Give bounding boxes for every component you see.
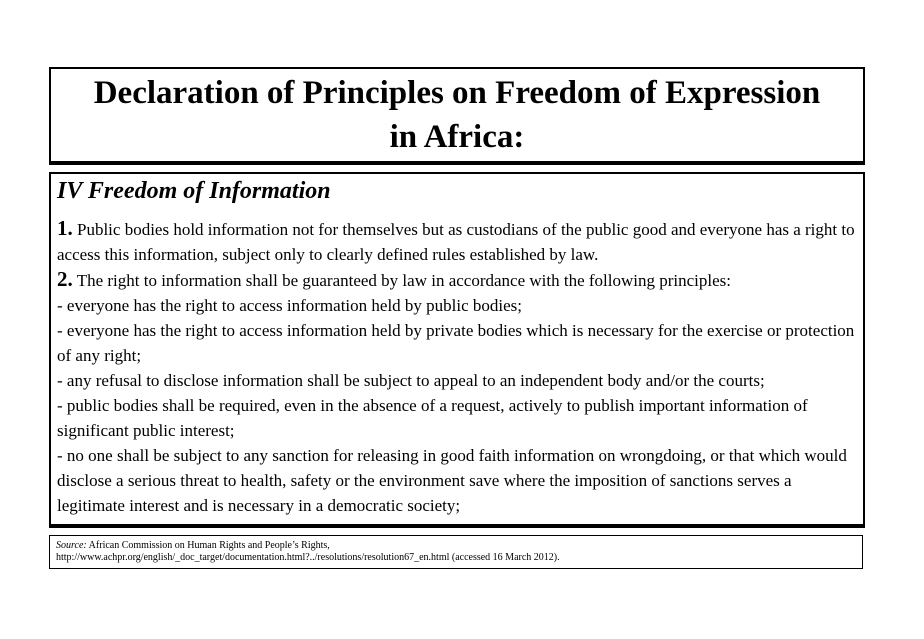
paragraph-2: [57, 267, 855, 293]
source-line-1: [56, 540, 862, 552]
paragraph-2-text: The right to information shall be guaranteed by law in accordance with the following principles:: [72, 271, 731, 290]
source-url: http://www.achpr.org/english/_doc_target/documentation.html?../resolutions/resolution67_en.html (accessed 16 March 2012).: [56, 552, 560, 563]
title-box: [49, 67, 865, 163]
paragraph-1-text: Public bodies hold information not for themselves but as custodians of the public good and everyone has a right to access this information, subject only to clearly defined rules established by law.: [57, 220, 855, 264]
bullet-item: - everyone has the right to access information held by public bodies;: [57, 296, 523, 315]
paragraph-1-number: 1.: [57, 216, 73, 240]
section-content: [57, 216, 855, 518]
section-box: [49, 172, 865, 526]
source-box: [49, 535, 863, 569]
paragraph-1: [57, 216, 855, 267]
bullet-item: - any refusal to disclose information shall be subject to appeal to an independent body and/or the courts;: [57, 371, 765, 390]
bullet-item: - public bodies shall be required, even in the absence of a request, actively to publish important information of significant public interest;: [57, 396, 808, 440]
bullet-item: - no one shall be subject to any sanction for releasing in good faith information on wrongdoing, or that which would disclose a serious threat to health, safety or the environment save where the imposition of sanctions serves a legitimate interest and is necessary in a democratic society;: [57, 446, 847, 515]
document-title: [94, 71, 821, 159]
source-label: Source:: [56, 540, 87, 551]
paragraph-2-number: 2.: [57, 267, 73, 291]
title-line-1: Declaration of Principles on Freedom of Expression: [93, 75, 821, 111]
section-heading: IV Freedom of Information: [57, 178, 331, 204]
source-organization: African Commission on Human Rights and People’s Rights,: [86, 540, 330, 551]
bullet-item: - everyone has the right to access information held by private bodies which is necessary for the exercise or protection of any right;: [57, 321, 855, 365]
title-line-2: in Africa:: [389, 119, 525, 155]
